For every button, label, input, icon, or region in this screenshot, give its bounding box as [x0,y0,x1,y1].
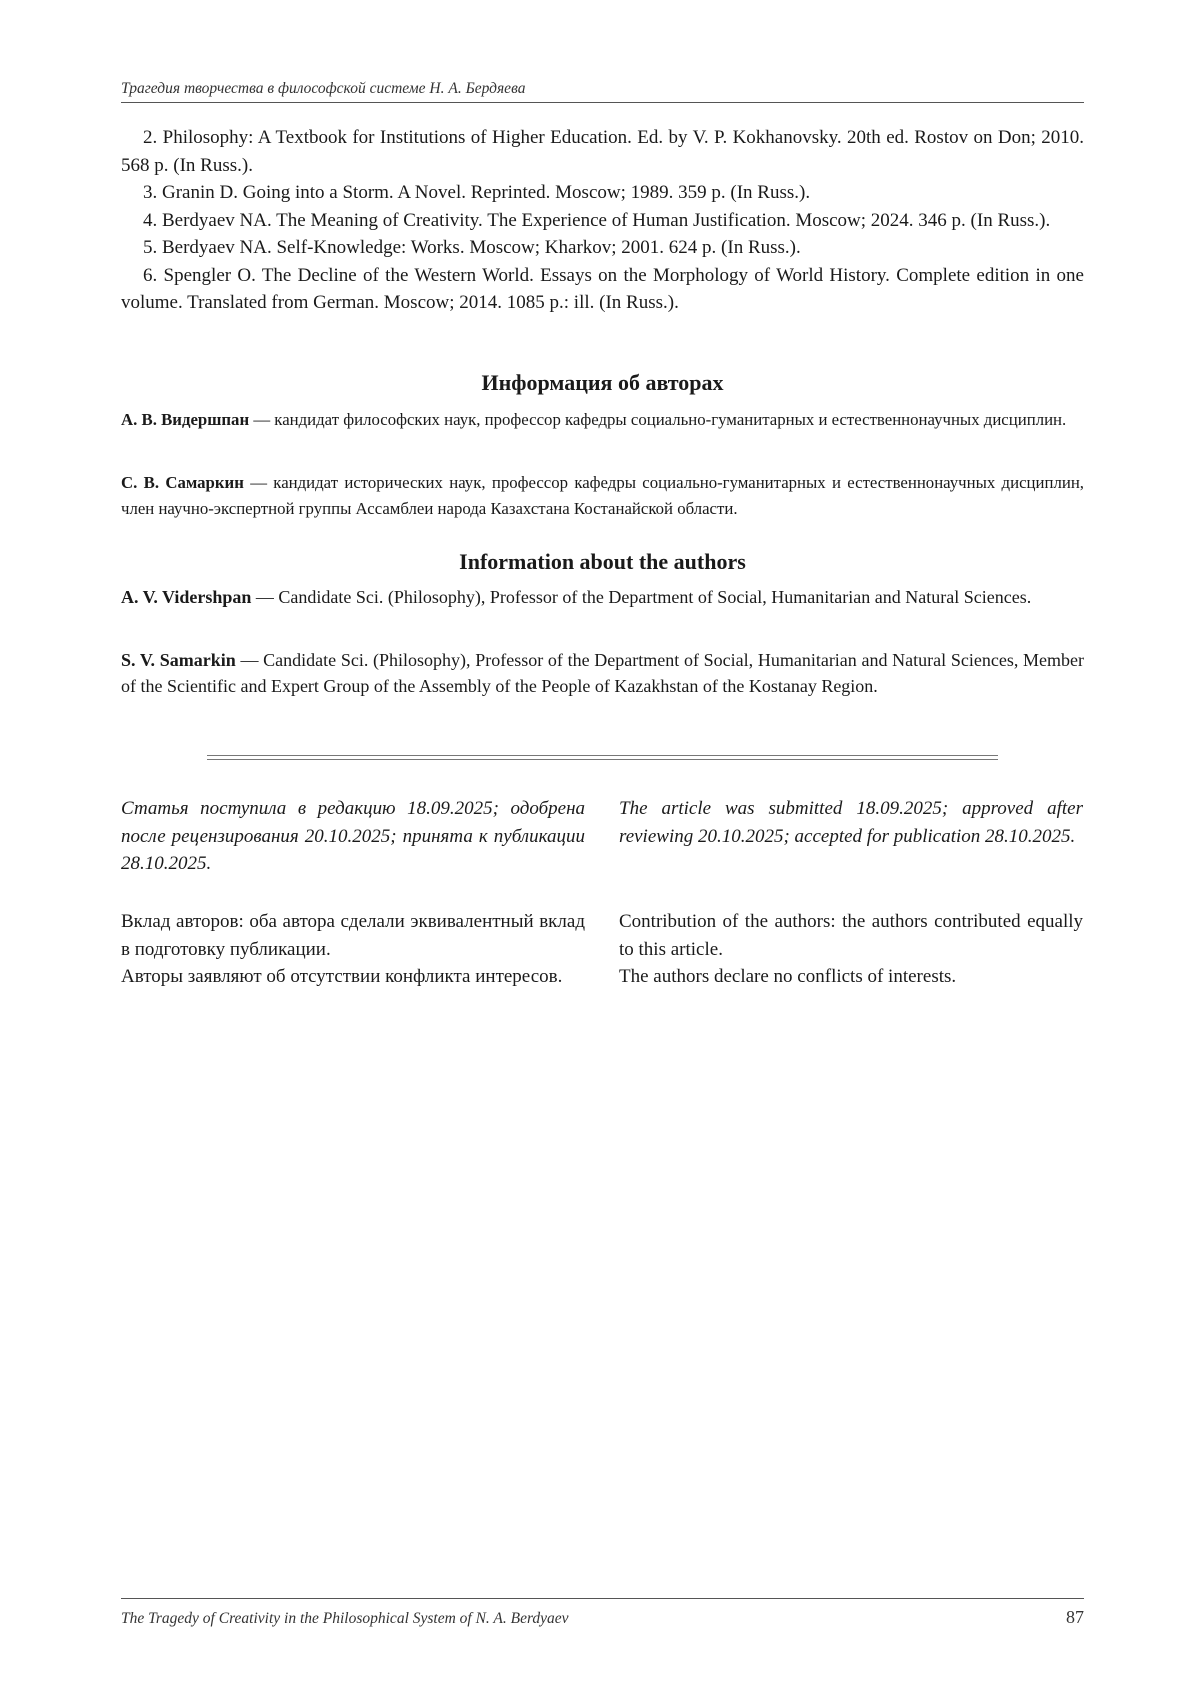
header-rule [121,102,1084,103]
author-info-en [121,648,1084,699]
reference-item: 4. Berdyaev NA. The Meaning of Creativity. The Experience of Human Justification. Moscow; 2024. 346 p. (In Russ.). [143,209,1051,231]
authors-heading-ru: Информация об авторах [481,370,724,395]
dates-text: Статья поступила в редакцию 18.09.2025; одобрена после рецензирования 20.10.2025; принята к публикации 28.10.2025. [121,798,585,874]
author-name: А. В. Видершпан [121,410,250,429]
author-name: A. V. Vidershpan [121,587,252,607]
reference-item: 2. Philosophy: A Textbook for Institutions of Higher Education. Ed. by V. P. Kokhanovsky. 20th ed. Rostov on Don; 2010. 568 p. (In Russ.). [121,127,1084,176]
reference-item: 6. Spengler O. The Decline of the Western World. Essays on the Morphology of World History. Complete edition in one volume. Translated from German. Moscow; 2014. 1085 p.: ill. (In Russ.). [121,264,1084,313]
dates-ru [121,795,585,878]
reference-item: 5. Berdyaev NA. Self-Knowledge: Works. Moscow; Kharkov; 2001. 624 p. (In Russ.). [143,237,801,258]
reference-list [121,124,1084,317]
contribution-text: Contribution of the authors: the authors contributed equally to this article. [619,911,1083,960]
page-number: 87 [1066,1607,1084,1627]
reference-item: 3. Granin D. Going into a Storm. A Novel. Reprinted. Moscow; 1989. 359 p. (In Russ.). [143,182,811,203]
authors-heading-en: Information about the authors [459,549,746,574]
author-name: С. В. Самаркин [121,473,244,492]
contribution-en [619,908,1083,991]
author-description: — Candidate Sci. (Philosophy), Professor of the Department of Social, Humanitarian and Natural Sciences, Member of the Scientific and Expert Group of the Assembly of the People of Kazakhstan of the Kostanay Region. [121,650,1084,696]
section-divider [207,755,998,760]
dates-en [619,795,1083,850]
author-info-ru [121,407,1084,433]
conflicts-text: The authors declare no conflicts of interests. [619,966,957,987]
author-description: — кандидат исторических наук, профессор кафедры социально-гуманитарных и естественнонаучных дисциплин, член научно-экспертной группы Ассамблеи народа Казахстана Костанайской области. [121,473,1084,518]
author-name: S. V. Samarkin [121,650,236,670]
author-description: — кандидат философских наук, профессор кафедры социально-гуманитарных и естественнонаучных дисциплин. [249,410,1067,429]
running-head: Трагедия творчества в философской системе Н. А. Бердяева [121,80,526,97]
running-foot: The Tragedy of Creativity in the Philosophical System of N. A. Berdyaev [121,1610,569,1627]
conflicts-text: Авторы заявляют об отсутствии конфликта интересов. [121,966,563,987]
contribution-text: Вклад авторов: оба автора сделали эквивалентный вклад в подготовку публикации. [121,911,585,960]
contribution-ru [121,908,585,991]
author-info-ru [121,470,1084,521]
author-info-en [121,585,1084,611]
author-description: — Candidate Sci. (Philosophy), Professor of the Department of Social, Humanitarian and Natural Sciences. [251,587,1032,607]
dates-text: The article was submitted 18.09.2025; approved after reviewing 20.10.2025; accepted for publication 28.10.2025. [619,798,1083,847]
footer-rule [121,1598,1084,1599]
